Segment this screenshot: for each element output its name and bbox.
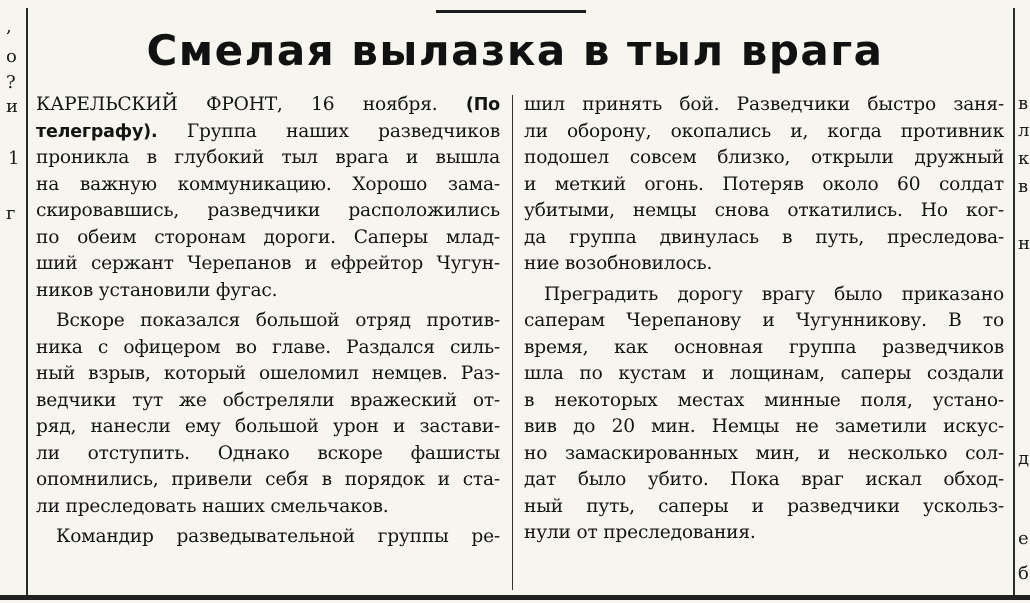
right-edge-fragment: в xyxy=(1018,176,1029,197)
article-line: да группа двинулась в путь, преследова- xyxy=(524,226,1004,248)
article-line: в некоторых местах минные поля, устано- xyxy=(524,389,1004,411)
dateline-source: (По xyxy=(465,95,500,115)
article-line: но замаскированных мин, и несколько сол- xyxy=(524,442,1004,464)
top-separator-rule xyxy=(436,10,586,13)
left-edge-fragment: 1 xyxy=(8,148,20,169)
left-edge-fragment: и xyxy=(6,96,18,117)
article-line: время, как основная группа разведчиков xyxy=(524,336,1004,358)
article-line: ряд, нанесли ему большой урон и застави- xyxy=(36,416,500,437)
article-line xyxy=(36,119,500,146)
article-line: ший сержант Черепанов и ефрейтор Чугун- xyxy=(36,253,500,274)
article-line: ведчики тут же обстреляли вражеский от- xyxy=(36,389,500,411)
column-divider xyxy=(512,95,513,590)
article-line: шил принять бой. Разведчики быстро заня- xyxy=(524,94,1004,115)
article-text: Группа наших разведчиков xyxy=(186,120,500,142)
left-edge-fragment: г xyxy=(6,203,16,224)
right-edge-fragment: в xyxy=(1018,93,1029,114)
article-line: Командир разведывательной группы ре- xyxy=(56,526,500,547)
right-edge-fragment: д xyxy=(1018,448,1030,469)
article-headline: Смелая вылазка в тыл врага xyxy=(146,26,884,75)
article-line: ли преследовать наших смельчаков. xyxy=(36,495,389,517)
left-column-edge-rule xyxy=(26,8,28,596)
article-line: нули от преследования. xyxy=(524,522,756,543)
article-line: Вскоре показался большой отряд против- xyxy=(56,310,500,331)
right-edge-fragment: б xyxy=(1018,563,1029,584)
article-line: подошел совсем близко, открыли дружный xyxy=(524,147,1004,168)
article-line: опомнились, привели себя в порядок и ста- xyxy=(36,469,500,490)
article-line: проникла в глубокий тыл врага и вышла xyxy=(36,147,500,168)
article-line: дат было убито. Пока враг искал обход- xyxy=(524,469,1004,490)
article-line: и меткий огонь. Потеряв около 60 солдат xyxy=(524,173,1004,195)
article-line: скировавшись, разведчики расположились xyxy=(36,200,500,221)
article-line: ли оборону, окопались и, когда противник xyxy=(524,120,1004,142)
article-line: саперам Черепанову и Чугунникову. В то xyxy=(524,310,1004,331)
left-edge-fragment: ? xyxy=(6,72,16,93)
article-line: ли отступить. Однако вскоре фашисты xyxy=(36,442,500,464)
dateline-place: КАРЕЛЬСКИЙ ФРОНТ, 16 ноября. xyxy=(36,94,438,115)
bottom-separator-rule xyxy=(0,595,1030,600)
left-edge-fragment: о xyxy=(6,46,17,67)
article-line: на важную коммуникацию. Хорошо зама- xyxy=(36,173,500,195)
article-right-column xyxy=(524,92,1004,547)
article-line: Преградить дорогу врагу было приказано xyxy=(544,283,1004,305)
article-line: вив до 20 мин. Немцы не заметили искус- xyxy=(524,416,1004,437)
dateline-source: телеграфу). xyxy=(36,121,158,142)
article-left-column xyxy=(36,92,500,551)
right-edge-fragment: н xyxy=(1018,233,1030,254)
article-line: ника с офицером во главе. Раздался силь- xyxy=(36,336,500,358)
left-edge-fragment: , xyxy=(6,16,12,37)
article-line: убитыми, немцы снова откатились. Но ког- xyxy=(524,200,1004,221)
article-line: шла по кустам и лощинам, саперы создали xyxy=(524,363,1004,384)
right-edge-fragment: к xyxy=(1018,148,1030,169)
article-line: по обеим сторонам дороги. Саперы млад- xyxy=(36,226,500,248)
article-line: ный взрыв, который ошеломил немцев. Раз- xyxy=(36,363,500,384)
article-line: ников установили фугас. xyxy=(36,279,278,301)
right-edge-fragment: е xyxy=(1018,528,1029,549)
article-line xyxy=(36,92,500,119)
article-line: ный путь, саперы и разведчики ускольз- xyxy=(524,495,1004,517)
right-column-edge-rule xyxy=(1013,8,1015,596)
article-line: ние возобновилось. xyxy=(524,253,713,274)
right-edge-fragment: л xyxy=(1018,120,1030,141)
